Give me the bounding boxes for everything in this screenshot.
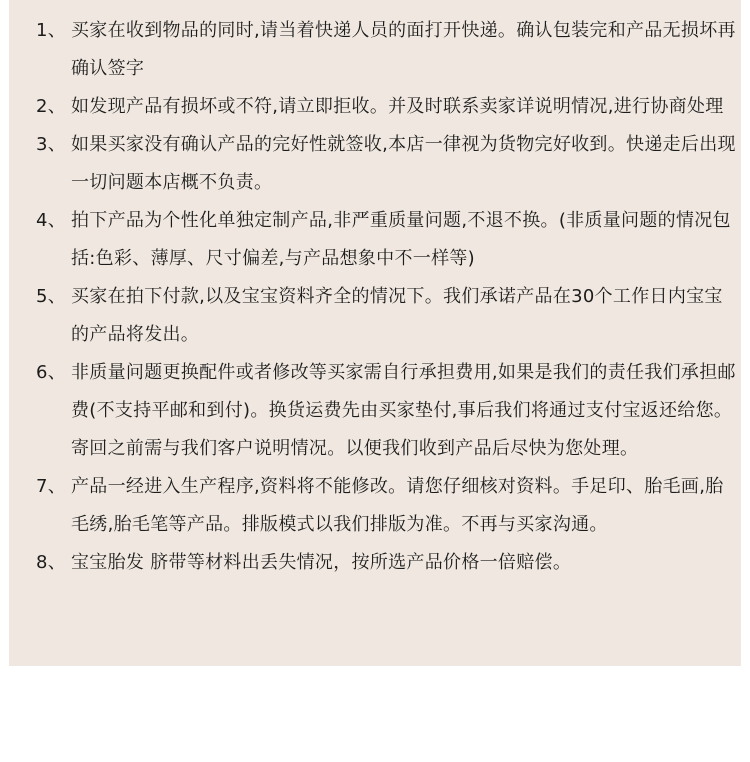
notice-number: 8、: [36, 552, 67, 573]
notice-item-2: [36, 88, 736, 126]
notice-item-8: [36, 544, 736, 582]
notice-text: 非质量问题更换配件或者修改等买家需自行承担费用,如果是我们的责任我们承担邮费(不支持平邮和到付)。换货运费先由买家垫付,事后我们将通过支付宝返还给您。寄回之前需与我们客户说明情况。以便我们收到产品后尽快为您处理。: [71, 362, 736, 459]
notice-number: 6、: [36, 362, 67, 383]
notice-item-3: [36, 126, 736, 202]
notice-item-5: [36, 278, 736, 354]
notice-list: [36, 12, 736, 582]
notice-number: 7、: [36, 476, 67, 497]
notice-item-1: [36, 12, 736, 88]
notice-text: 如果买家没有确认产品的完好性就签收,本店一律视为货物完好收到。快递走后出现一切问题本店概不负责。: [71, 134, 736, 193]
notice-panel: [9, 0, 741, 666]
notice-item-6: [36, 354, 736, 468]
notice-text: 宝宝胎发 脐带等材料出丢失情况，按所选产品价格一倍赔偿。: [71, 552, 572, 573]
notice-text: 拍下产品为个性化单独定制产品,非严重质量问题,不退不换。(非质量问题的情况包括:色彩、薄厚、尺寸偏差,与产品想象中不一样等): [71, 210, 731, 269]
notice-text: 买家在拍下付款,以及宝宝资料齐全的情况下。我们承诺产品在30个工作日内宝宝的产品将发出。: [71, 286, 723, 345]
notice-number: 5、: [36, 286, 67, 307]
notice-text: 买家在收到物品的同时,请当着快递人员的面打开快递。确认包装完和产品无损坏再确认签字: [71, 20, 736, 79]
notice-number: 4、: [36, 210, 67, 231]
notice-text: 产品一经进入生产程序,资料将不能修改。请您仔细核对资料。手足印、胎毛画,胎毛绣,胎毛笔等产品。排版模式以我们排版为准。不再与买家沟通。: [71, 476, 724, 535]
notice-number: 2、: [36, 96, 67, 117]
notice-text: 如发现产品有损坏或不符,请立即拒收。并及时联系卖家详说明情况,进行协商处理: [71, 96, 724, 117]
notice-item-4: [36, 202, 736, 278]
notice-number: 3、: [36, 134, 67, 155]
notice-number: 1、: [36, 20, 67, 41]
notice-item-7: [36, 468, 736, 544]
